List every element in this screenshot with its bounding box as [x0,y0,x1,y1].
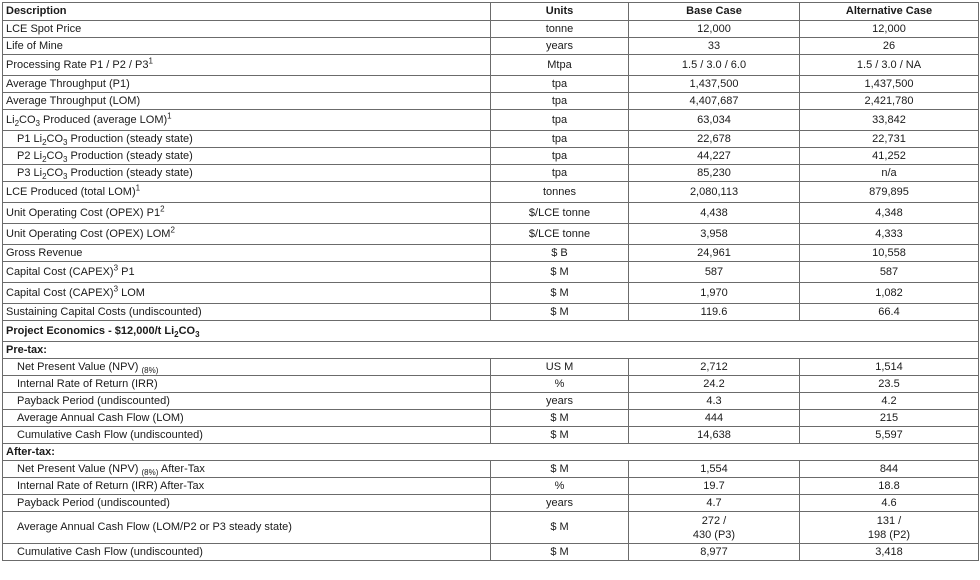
row-alt: 587 [800,262,979,283]
row-units: $/LCE tonne [491,203,629,224]
row-base: 4.7 [629,495,800,512]
table-row [3,262,979,283]
section-heading: Project Economics - $12,000/t $Li_2CO_3$ [3,321,979,342]
row-units: years [491,393,629,410]
row-units: $ M [491,544,629,561]
row-units: $ M [491,410,629,427]
row-alt [800,512,979,544]
table-row [3,359,979,376]
table-row [3,461,979,478]
row-alt: 1.5 / 3.0 / NA [800,55,979,76]
row-base-line-1: 272 / [701,514,727,527]
table-row [3,427,979,444]
row-base-line-2: 430 (P3) [692,528,736,541]
table-row [3,304,979,321]
row-alt: 22,731 [800,131,979,148]
row-units: $ M [491,461,629,478]
row-label: Average Throughput (P1) [3,76,491,93]
table-row [3,21,979,38]
row-units: $ M [491,262,629,283]
row-units: Mtpa [491,55,629,76]
row-alt: 2,421,780 [800,93,979,110]
table-row [3,182,979,203]
row-units: tpa [491,93,629,110]
section-heading: After-tax: [3,444,979,461]
table-row [3,512,979,544]
row-units: tpa [491,148,629,165]
section-row-aftertax [3,444,979,461]
row-alt: 1,514 [800,359,979,376]
row-label: P3 $Li_2CO_3$ Production (steady state) [3,165,491,182]
row-label: Processing Rate $P1 / P2 / P3^1$ [3,55,491,76]
row-base: 33 [629,38,800,55]
row-alt: 879,895 [800,182,979,203]
row-label: Cumulative Cash Flow (undiscounted) [3,427,491,444]
table-row [3,224,979,245]
row-alt: 4,333 [800,224,979,245]
row-label: Capital Cost (CAPEX)$^3$ LOM [3,283,491,304]
economics-table [2,2,979,561]
row-alt: 18.8 [800,478,979,495]
row-alt: 12,000 [800,21,979,38]
row-label: Gross Revenue [3,245,491,262]
row-label: Average Annual Cash Flow (LOM/P2 or P3 steady state) [3,512,491,544]
header-alternative-case: Alternative Case [800,3,979,21]
table-row [3,245,979,262]
row-units: US M [491,359,629,376]
table-row [3,544,979,561]
row-base: 24.2 [629,376,800,393]
table-row [3,393,979,410]
row-alt: 10,558 [800,245,979,262]
row-label: Internal Rate of Return (IRR) After-Tax [3,478,491,495]
row-base: 2,080,113 [629,182,800,203]
row-label: P2 $Li_2CO_3$ Production (steady state) [3,148,491,165]
table-row [3,410,979,427]
row-base: 4,438 [629,203,800,224]
row-base: 19.7 [629,478,800,495]
row-label: Average Annual Cash Flow (LOM) [3,410,491,427]
row-alt-line-2: 198 (P2) [867,528,911,541]
row-alt: 4,348 [800,203,979,224]
row-units: tpa [491,131,629,148]
row-label: Net Present Value (NPV) $_{(8\%)}$ [3,359,491,376]
row-label: $Li_2CO_3$ Produced (average LOM)$^1$ [3,110,491,131]
row-base: 1,437,500 [629,76,800,93]
table-row [3,38,979,55]
row-label: Internal Rate of Return (IRR) [3,376,491,393]
table-row [3,495,979,512]
row-base: 444 [629,410,800,427]
row-base: 63,034 [629,110,800,131]
table-row [3,165,979,182]
row-units: $/LCE tonne [491,224,629,245]
row-units: tpa [491,110,629,131]
row-label: Unit Operating Cost (OPEX) LOM$^2$ [3,224,491,245]
row-alt: 215 [800,410,979,427]
row-units: $ B [491,245,629,262]
row-alt: 33,842 [800,110,979,131]
row-units: tpa [491,165,629,182]
row-base: 1,970 [629,283,800,304]
row-base [629,512,800,544]
row-base: 24,961 [629,245,800,262]
row-units: % [491,376,629,393]
row-alt: 4.6 [800,495,979,512]
row-label: Net Present Value (NPV) $_{(8\%)}$ After-Tax [3,461,491,478]
row-base: 14,638 [629,427,800,444]
section-heading: Pre-tax: [3,342,979,359]
row-base: 3,958 [629,224,800,245]
table-row [3,376,979,393]
row-base: 8,977 [629,544,800,561]
row-base: 119.6 [629,304,800,321]
header-description: Description [3,3,491,21]
table-row [3,110,979,131]
row-label: LCE Produced (total LOM)$^1$ [3,182,491,203]
row-base: 4,407,687 [629,93,800,110]
row-alt-line-1: 131 / [876,514,902,527]
row-base: 4.3 [629,393,800,410]
header-units: Units [491,3,629,21]
header-row [3,3,979,21]
table-row [3,478,979,495]
row-units: years [491,38,629,55]
row-units: years [491,495,629,512]
row-label: Average Throughput (LOM) [3,93,491,110]
row-label: Cumulative Cash Flow (undiscounted) [3,544,491,561]
table-row [3,55,979,76]
table-row [3,93,979,110]
row-label: Sustaining Capital Costs (undiscounted) [3,304,491,321]
row-alt: 3,418 [800,544,979,561]
row-base: 44,227 [629,148,800,165]
section-row-pretax [3,342,979,359]
row-label: Life of Mine [3,38,491,55]
row-units: $ M [491,512,629,544]
row-units: $ M [491,283,629,304]
row-alt: 26 [800,38,979,55]
row-label: LCE Spot Price [3,21,491,38]
row-alt: n/a [800,165,979,182]
table-row [3,203,979,224]
table-row [3,76,979,93]
row-units: $ M [491,304,629,321]
row-label: Unit Operating Cost (OPEX) $P1^2$ [3,203,491,224]
table-row [3,131,979,148]
row-units: tonne [491,21,629,38]
row-label: Payback Period (undiscounted) [3,393,491,410]
table-row [3,283,979,304]
row-alt: 1,082 [800,283,979,304]
row-label: P1 $Li_2CO_3$ Production (steady state) [3,131,491,148]
row-base: 22,678 [629,131,800,148]
row-base: 1.5 / 3.0 / 6.0 [629,55,800,76]
row-label: Capital Cost (CAPEX)$^3$ P1 [3,262,491,283]
row-alt: 1,437,500 [800,76,979,93]
row-units: tpa [491,76,629,93]
row-base: 587 [629,262,800,283]
row-base: 12,000 [629,21,800,38]
row-units: tonnes [491,182,629,203]
row-alt: 844 [800,461,979,478]
table-row [3,148,979,165]
row-base: 1,554 [629,461,800,478]
row-alt: 41,252 [800,148,979,165]
section-row-project-economics [3,321,979,342]
row-alt: 66.4 [800,304,979,321]
row-base: 2,712 [629,359,800,376]
row-units: $ M [491,427,629,444]
row-alt: 4.2 [800,393,979,410]
row-base: 85,230 [629,165,800,182]
header-base-case: Base Case [629,3,800,21]
row-alt: 23.5 [800,376,979,393]
row-units: % [491,478,629,495]
row-alt: 5,597 [800,427,979,444]
row-label: Payback Period (undiscounted) [3,495,491,512]
